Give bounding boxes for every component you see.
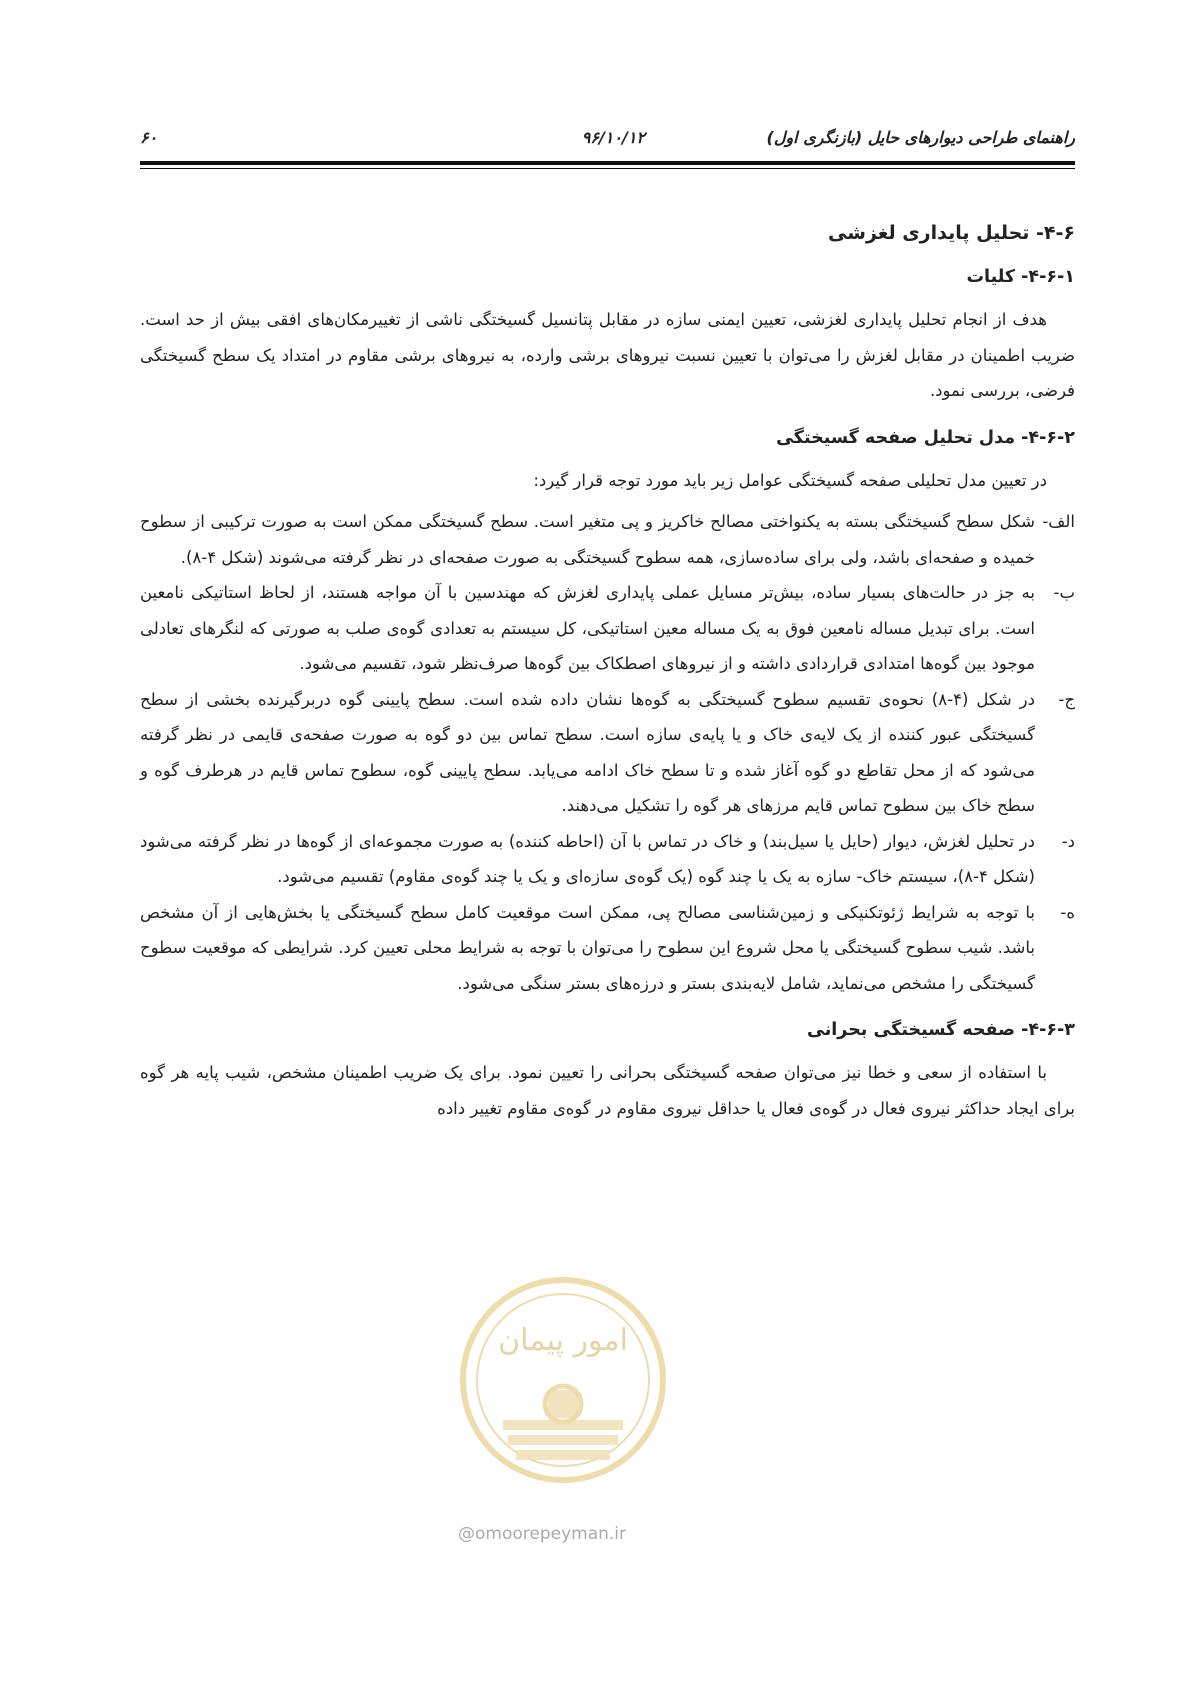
list-text: با توجه به شرایط ژئوتکنیکی و زمین‌شناسی مصالح پی، ممکن است موقعیت کامل سطح گسیختگی یا بخش‌هایی از آن مشخص باشد. شیب سطوح گسیختگی یا محل شروع این سطوح را می‌توان با توجه به شرایط محلی تعیین کرد. شرایطی که موقعیت سطوح گسیختگی را مشخص می‌نماید، شامل لایه‌بندی بستر و درزه‌های بستر سنگی می‌شود. [140, 902, 1035, 993]
list-item [140, 824, 1075, 895]
running-header [140, 128, 1075, 156]
subsection-3-title: ۴-۶-۳- صفحه گسیختگی بحرانی [807, 1020, 1075, 1040]
list-item [140, 682, 1075, 824]
list-marker: ج- [1058, 689, 1075, 709]
document-page [140, 0, 1075, 1684]
list-item [140, 504, 1075, 575]
list-marker: ب- [1053, 583, 1075, 602]
list-text: شکل سطح گسیختگی بسته به یکنواختی مصالح خاکریز و پی متغیر است. سطح گسیختگی ممکن است به صورت ترکیبی از سطوح خمیده و صفحه‌ای باشد، ولی برای ساده‌سازی، همه سطوح گسیختگی به صورت صفحه‌ای در نظر گرفته می‌شوند (شکل ۴-۸). [140, 512, 1035, 567]
list-text: به جز در حالت‌های بسیار ساده، بیش‌تر مسایل عملی پایداری لغزش که مهندسین با آن مواجه هستند، از لحاظ استاتیکی نامعین است. برای تبدیل مساله نامعین فوق به یک مساله معین استاتیکی، کل سیستم به تعدادی گوه‌ی صلب به صورتی که لنگرهای تعادلی موجود بین گوه‌ها امتدادی قراردادی داشته و از نیروهای اصطکاک بین گوه‌ها صرف‌نظر شود، تقسیم می‌شود. [140, 583, 1035, 673]
list-item [140, 895, 1075, 1002]
header-rule-thin [140, 168, 1075, 169]
list-text: در شکل (۴-۸) نحوه‌ی تقسیم سطوح گسیختگی به گوه‌ها نشان داده شده است. سطح پایینی گوه دربرگیرنده بخشی از سطح گسیختگی عبور کننده از یک لایه‌ی خاک و یا پایه‌ی سازه است. سطح تماس بین دو گوه به صورت صفحه‌ی قایمی در نظر گرفته می‌شود که از محل تقاطع دو گوه آغاز شده و تا سطح خاک ادامه می‌یابد. سطح پایینی گوه، سطوح تماس قایم در هرطرف گوه و سطح خاک بین سطوح تماس قایم مرزهای هر گوه را تشکیل می‌دهند. [140, 689, 1035, 815]
header-rule-thick [140, 161, 1075, 165]
subsection-3-paragraph: با استفاده از سعی و خطا نیز می‌توان صفحه گسیختگی بحرانی را تعیین نمود. برای یک ضریب اطمینان مشخص، شیب پایه هر گوه برای ایجاد حداکثر نیروی فعال در گوه‌ی فعال یا حداقل نیروی مقاوم در گوه‌ی مقاوم تغییر داده [140, 1063, 1075, 1118]
header-page-number: ۶۰ [140, 128, 158, 147]
section-title: ۴-۶- تحلیل پایداری لغزشی [828, 222, 1075, 244]
subsection-1-title: ۴-۶-۱- کلیات [966, 267, 1075, 287]
header-book-title: راهنمای طراحی دیوارهای حایل (بازنگری اول) [766, 128, 1075, 147]
watermark-url: @omoorepeyman.ir [458, 1524, 627, 1544]
subsection-1-paragraph: هدف از انجام تحلیل پایداری لغزشی، تعیین ایمنی سازه در مقابل پتانسیل گسیختگی ناشی از تغییرمکان‌های افقی بیش از حد است. ضریب اطمینان در مقابل لغزش را می‌توان با تعیین نسبت نیروهای برشی وارده، به نیروهای برشی مقاوم در امتداد یک سطح گسیختگی فرضی، بررسی نمود. [140, 310, 1075, 400]
main-content [140, 218, 1075, 1132]
list-marker: الف- [1042, 512, 1075, 531]
subsection-2-title: ۴-۶-۲- مدل تحلیل صفحه گسیختگی [776, 427, 1075, 448]
list-marker: د- [1061, 831, 1075, 851]
watermark-logo-text: امور پیمان [498, 1323, 628, 1358]
list-text: در تحلیل لغزش، دیوار (حایل یا سیل‌بند) و خاک در تماس با آن (احاطه کننده) به صورت مجموعه‌ای از گوه‌ها در نظر گرفته می‌شود (شکل ۴-۸)، سیستم خاک- سازه به یک یا چند گوه (یک گوه‌ی سازه‌ای و یک یا چند گوه‌ی مقاوم) تقسیم می‌شود. [140, 831, 1035, 886]
subsection-2-intro: در تعیین مدل تحلیلی صفحه گسیختگی عوامل زیر باید مورد توجه قرار گیرد: [533, 470, 1047, 490]
header-date: ۹۶/۱۰/۱۲ [581, 128, 645, 147]
list-marker: ه- [1060, 902, 1075, 922]
list-item [140, 575, 1075, 682]
